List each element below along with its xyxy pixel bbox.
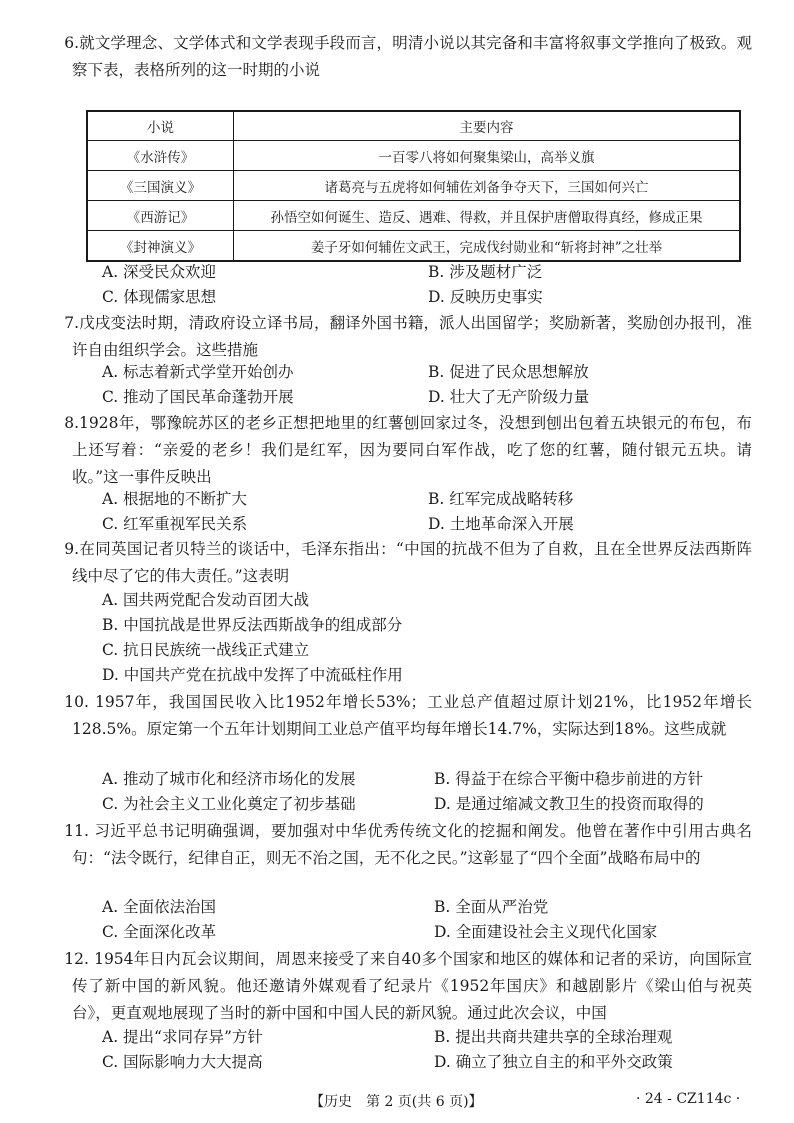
- q6-option-d[interactable]: D. 反映历史事实: [428, 288, 543, 306]
- question-9-stem: 9.在同英国记者贝特兰的谈话中，毛泽东指出：“中国的抗战不但为了自救，且在全世界反法西斯阵线中尽了它的伟大责任。”这表明: [64, 540, 752, 585]
- q6-option-b[interactable]: B. 涉及题材广泛: [428, 263, 543, 281]
- q7-option-d[interactable]: D. 壮大了无产阶级力量: [428, 388, 590, 406]
- table-row: [87, 201, 740, 231]
- table-cell-novel: 《三国演义》: [87, 171, 234, 201]
- table-cell-novel: 《西游记》: [87, 201, 234, 231]
- q10-option-d[interactable]: D. 是通过缩减文教卫生的投资而取得的: [434, 795, 704, 813]
- page-number-label: 【历史 第 2 页(共 6 页)】: [310, 1094, 483, 1110]
- q9-option-c[interactable]: C. 抗日民族统一战线正式建立: [102, 641, 310, 659]
- q7-option-a[interactable]: A. 标志着新式学堂开始创办: [102, 363, 294, 381]
- q11-option-c[interactable]: C. 全面深化改革: [102, 923, 217, 941]
- q10-option-a[interactable]: A. 推动了城市化和经济市场化的发展: [102, 770, 356, 788]
- table-cell-novel: 《水浒传》: [87, 141, 234, 171]
- table-header-novel: 小说: [87, 111, 234, 141]
- q7-option-c[interactable]: C. 推动了国民革命蓬勃开展: [102, 388, 294, 406]
- q8-option-d[interactable]: D. 土地革命深入开展: [428, 515, 574, 533]
- exam-code: · 24 - CZ114c ·: [636, 1091, 741, 1107]
- table-row: [87, 141, 740, 171]
- q12-option-a[interactable]: A. 提出“求同存异”方针: [102, 1028, 263, 1046]
- q11-option-b[interactable]: B. 全面从严治党: [434, 898, 549, 916]
- question-7-stem: 7.戊戌变法时期，清政府设立译书局，翻译外国书籍，派人出国留学；奖励新著，奖励创办报刊，准许自由组织学会。这些措施: [64, 314, 752, 359]
- novels-table: [86, 110, 741, 262]
- question-6-stem: 6.就文学理念、文学体式和文学表现手段而言，明清小说以其完备和丰富将叙事文学推向了极致。观察下表，表格所列的这一时期的小说: [64, 34, 752, 79]
- q8-option-b[interactable]: B. 红军完成战略转移: [428, 490, 574, 508]
- table-row: [87, 171, 740, 201]
- q12-option-d[interactable]: D. 确立了独立自主的和平外交政策: [434, 1053, 673, 1071]
- q6-option-a[interactable]: A. 深受民众欢迎: [102, 263, 217, 281]
- q12-option-c[interactable]: C. 国际影响力大大提高: [102, 1053, 263, 1071]
- q9-option-d[interactable]: D. 中国共产党在抗战中发挥了中流砥柱作用: [102, 666, 403, 684]
- q9-option-b[interactable]: B. 中国抗战是世界反法西斯战争的组成部分: [102, 616, 403, 634]
- table-cell-content: 姜子牙如何辅佐文武王，完成伐纣勋业和“斩将封神”之壮举: [234, 231, 741, 262]
- q11-option-d[interactable]: D. 全面建设社会主义现代化国家: [434, 923, 658, 941]
- table-cell-content: 孙悟空如何诞生、造反、遇难、得救，并且保护唐僧取得真经，修成正果: [234, 201, 741, 231]
- question-10-stem: 10. 1957年，我国国民收入比1952年增长53%；工业总产值超过原计划21%，比1952年增长128.5%。原定第一个五年计划期间工业总产值平均每年增长14.7%，实际达到18%。这些成就: [64, 693, 752, 738]
- table-cell-content: 一百零八将如何聚集梁山，高举义旗: [234, 141, 741, 171]
- table-cell-novel: 《封神演义》: [87, 231, 234, 262]
- table-header-content: 主要内容: [234, 111, 741, 141]
- q9-option-a[interactable]: A. 国共两党配合发动百团大战: [102, 591, 310, 609]
- question-8-stem: 8.1928年，鄂豫皖苏区的老乡正想把地里的红薯刨回家过冬，没想到刨出包着五块银元的布包，布上还写着：“亲爱的老乡！我们是红军，因为要同白军作战，吃了您的红薯，随付银元五块。请收。”这一事件反映出: [64, 414, 752, 486]
- q8-option-a[interactable]: A. 根据地的不断扩大: [102, 490, 248, 508]
- q12-option-b[interactable]: B. 提出共商共建共享的全球治理观: [434, 1028, 673, 1046]
- table-cell-content: 诸葛亮与五虎将如何辅佐刘备争夺天下，三国如何兴亡: [234, 171, 741, 201]
- table-row: [87, 231, 740, 262]
- q10-option-c[interactable]: C. 为社会主义工业化奠定了初步基础: [102, 795, 356, 813]
- q6-option-c[interactable]: C. 体现儒家思想: [102, 288, 217, 306]
- q8-option-c[interactable]: C. 红军重视军民关系: [102, 515, 248, 533]
- table-header-row: [87, 111, 740, 141]
- question-11-stem: 11. 习近平总书记明确强调，要加强对中华优秀传统文化的挖掘和阐发。他曾在著作中引用古典名句：“法令既行，纪律自正，则无不治之国，无不化之民。”这彰显了“四个全面”战略布局中的: [64, 822, 752, 867]
- q11-option-a[interactable]: A. 全面依法治国: [102, 898, 217, 916]
- q7-option-b[interactable]: B. 促进了民众思想解放: [428, 363, 589, 381]
- q10-option-b[interactable]: B. 得益于在综合平衡中稳步前进的方针: [434, 770, 704, 788]
- question-12-stem: 12. 1954年日内瓦会议期间，周恩来接受了来自40多个国家和地区的媒体和记者的采访，向国际宣传了新中国的新风貌。他还邀请外媒观看了纪录片《1952年国庆》和越剧影片《梁山伯与祝英台》，更直观地展现了当时的新中国和中国人民的新风貌。通过此次会议，中国: [64, 950, 752, 1022]
